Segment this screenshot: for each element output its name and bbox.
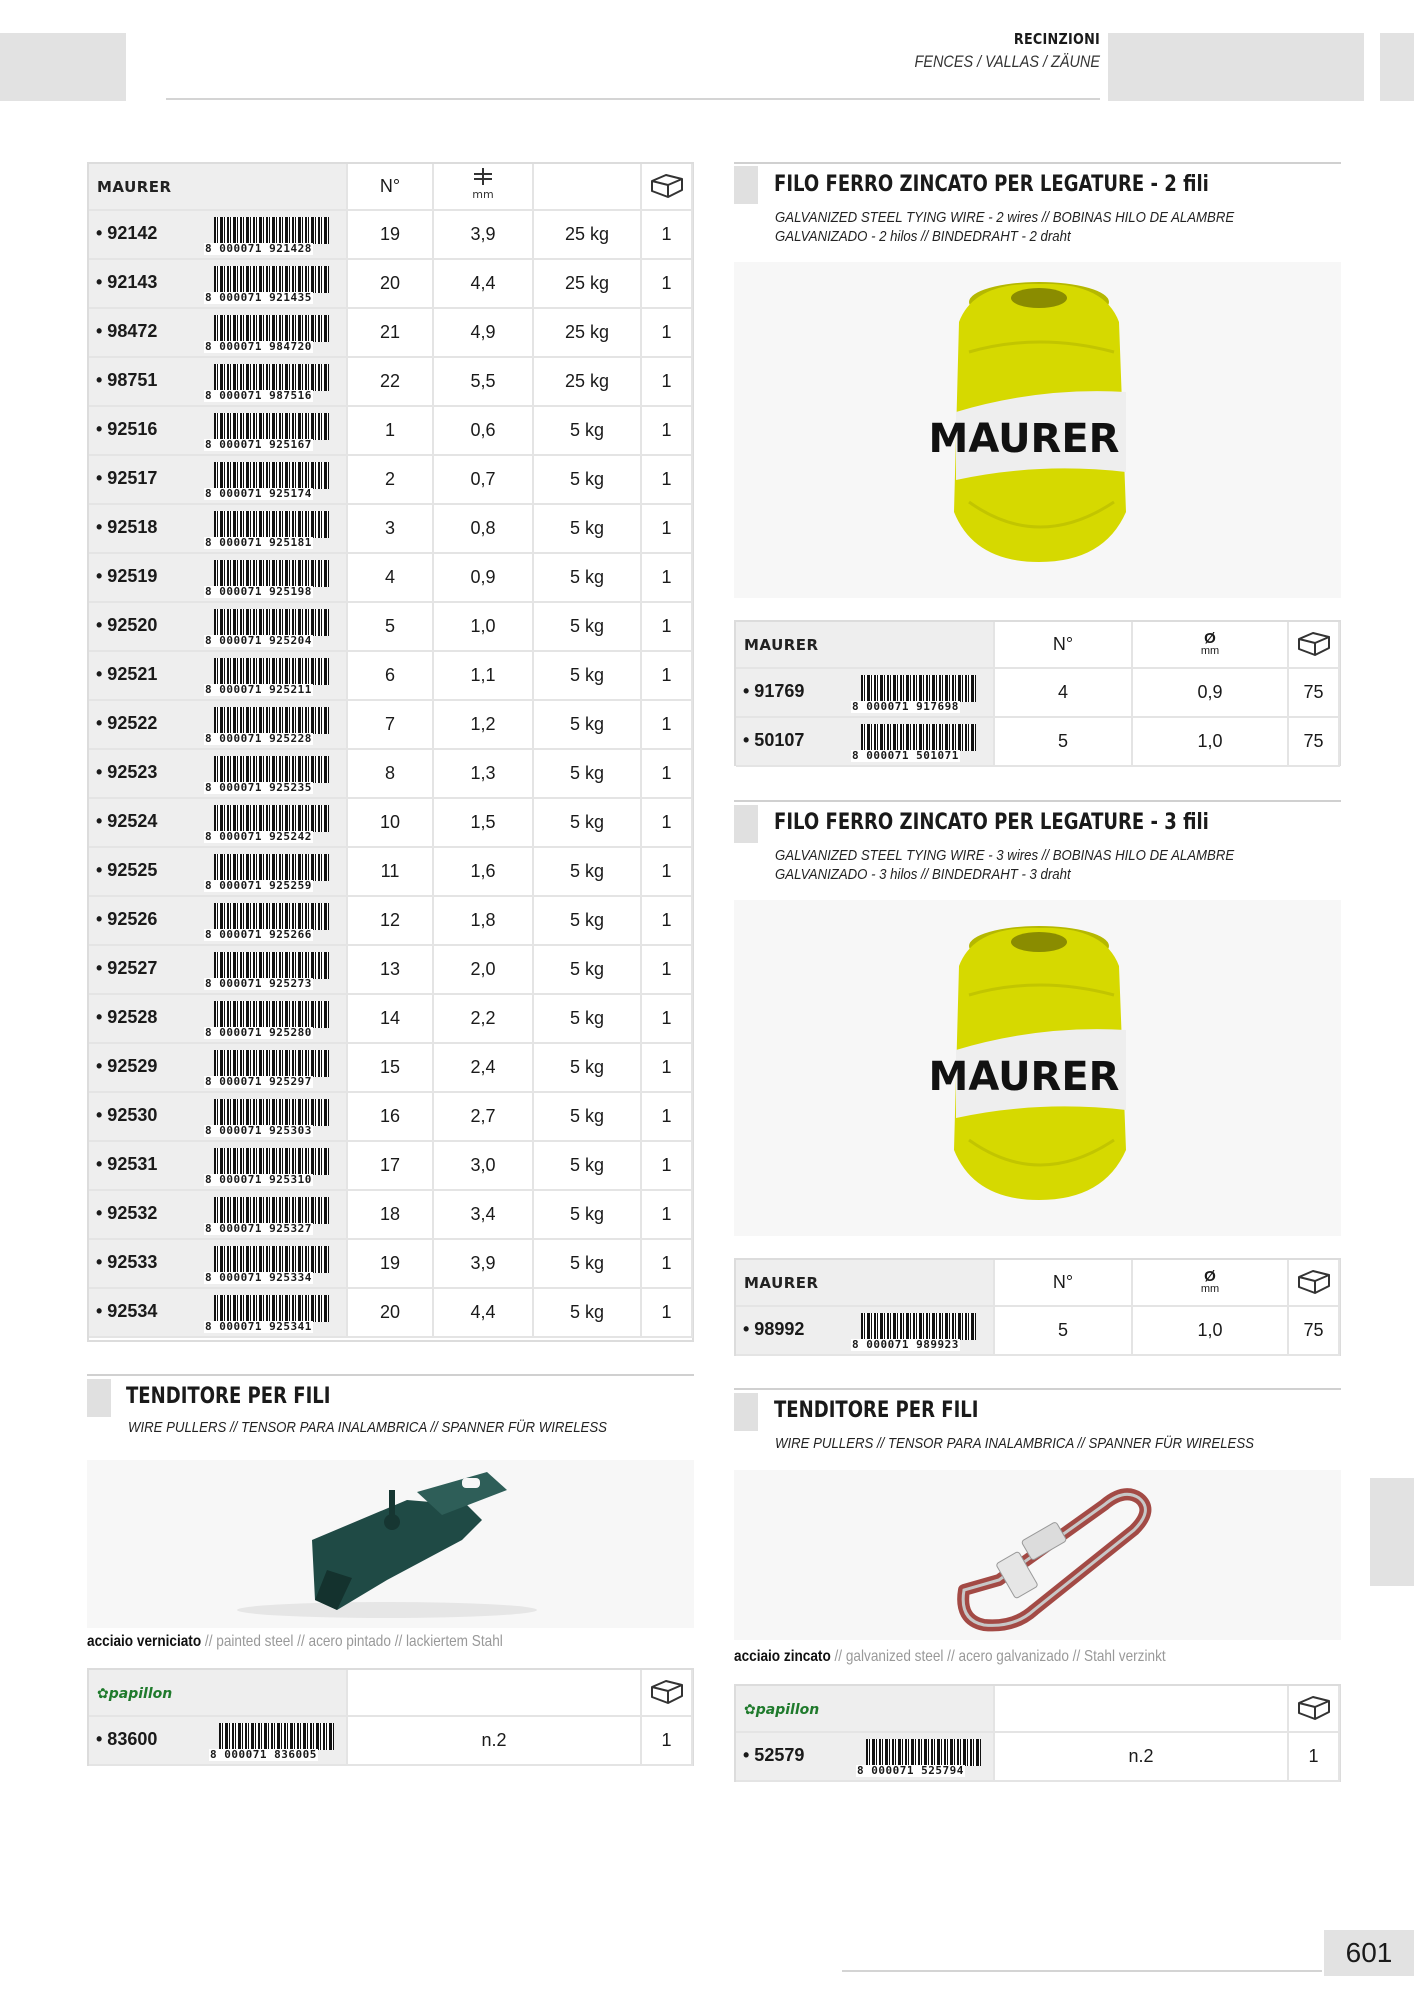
pack-qty: 1	[641, 1190, 692, 1239]
pack-qty: 1	[641, 406, 692, 455]
barcode: 8 000071 987516	[204, 362, 332, 402]
table-row	[89, 945, 692, 994]
product-code: • 92526	[96, 909, 158, 930]
table-row	[89, 308, 692, 357]
product-code: • 52579	[743, 1745, 805, 1766]
page-title: RECINZIONI	[1013, 30, 1100, 48]
barcode: 8 000071 925341	[204, 1293, 332, 1333]
product-code: • 92519	[96, 566, 158, 587]
spool-logo: MAURER	[928, 416, 1120, 462]
product-code: • 92520	[96, 615, 158, 636]
pack-qty: 1	[1288, 1732, 1339, 1781]
barcode: 8 000071 984720	[204, 313, 332, 353]
wire-diameter: 3,9	[433, 1239, 533, 1288]
table-row	[89, 700, 692, 749]
section-rule	[734, 1388, 1341, 1390]
barcode: 8 000071 925174	[204, 460, 332, 500]
tensioner-left-table-frame	[87, 1668, 694, 1766]
brand-logo-maurer: MAURER	[744, 1274, 819, 1292]
pack-qty: 1	[641, 651, 692, 700]
table-row	[89, 1141, 692, 1190]
wire-diameter: 2,7	[433, 1092, 533, 1141]
weight: 5 kg	[533, 945, 641, 994]
barcode: 8 000071 925242	[204, 803, 332, 843]
diameter-icon: Ø mm	[1132, 622, 1288, 668]
barcode: 8 000071 989923	[851, 1311, 979, 1351]
weight: 5 kg	[533, 1190, 641, 1239]
product-code: • 92143	[96, 272, 158, 293]
wire-diameter: 3,4	[433, 1190, 533, 1239]
tensioner-left-material: acciaio verniciato // painted steel // acero pintado // lackiertem Stahl	[87, 1633, 503, 1650]
product-code: • 83600	[96, 1729, 158, 1750]
col-header-mm: mm	[472, 188, 494, 201]
table-row	[89, 847, 692, 896]
pack-qty: 1	[641, 553, 692, 602]
table-row	[89, 651, 692, 700]
wire-number: 4	[347, 553, 433, 602]
table-row	[89, 896, 692, 945]
wire-diameter: 1,8	[433, 896, 533, 945]
pack-qty: 75	[1288, 1306, 1339, 1355]
weight: 5 kg	[533, 749, 641, 798]
section-marker	[734, 805, 758, 843]
wire-diameter: 4,4	[433, 259, 533, 308]
box-icon	[1295, 1691, 1333, 1721]
box-icon	[648, 1675, 686, 1705]
wire2-spool-image	[734, 262, 1341, 598]
wire-diameter: 1,6	[433, 847, 533, 896]
barcode: 8 000071 921428	[204, 215, 332, 255]
section-marker	[734, 1393, 758, 1431]
pack-qty: 1	[641, 1092, 692, 1141]
wire-diameter: 1,0	[433, 602, 533, 651]
product-code: • 92534	[96, 1301, 158, 1322]
pack-qty: 1	[641, 994, 692, 1043]
tensioner-right-title: TENDITORE PER FILI	[774, 1398, 979, 1423]
wire-icon	[463, 165, 503, 203]
wire-diameter: 0,9	[1132, 668, 1288, 717]
pack-qty: 1	[641, 210, 692, 259]
quantity-label: n.2	[994, 1732, 1288, 1781]
weight: 25 kg	[533, 357, 641, 406]
weight: 5 kg	[533, 406, 641, 455]
box-icon	[1295, 1265, 1333, 1295]
pack-qty: 1	[641, 1043, 692, 1092]
weight: 5 kg	[533, 1239, 641, 1288]
wire3-title: FILO FERRO ZINCATO PER LEGATURE - 3 fili	[774, 810, 1209, 835]
wire-diameter: 1,0	[1132, 717, 1288, 766]
pack-qty: 1	[641, 1716, 692, 1765]
table-row	[89, 455, 692, 504]
section-rule	[734, 162, 1341, 164]
col-header-number: N°	[994, 622, 1132, 668]
table-row	[89, 994, 692, 1043]
wire-number: 19	[347, 1239, 433, 1288]
table-row	[89, 504, 692, 553]
product-code: • 92516	[96, 419, 158, 440]
tensioner-right-material: acciaio zincato // galvanized steel // acero galvanizado // Stahl verzinkt	[734, 1648, 1166, 1665]
wire-number: 18	[347, 1190, 433, 1239]
left-product-table	[89, 164, 693, 1338]
col-header-number: N°	[994, 1260, 1132, 1306]
tensioner-left-image	[87, 1460, 694, 1628]
product-code: • 91769	[743, 681, 805, 702]
weight: 25 kg	[533, 210, 641, 259]
footer-rule	[842, 1970, 1322, 1972]
wire-number: 10	[347, 798, 433, 847]
product-code: • 92524	[96, 811, 158, 832]
wire-diameter: 2,4	[433, 1043, 533, 1092]
weight: 5 kg	[533, 1092, 641, 1141]
section-marker	[87, 1379, 111, 1417]
wire3-table	[736, 1260, 1340, 1356]
wire-diameter: 3,0	[433, 1141, 533, 1190]
wire-diameter: 1,5	[433, 798, 533, 847]
barcode: 8 000071 925259	[204, 852, 332, 892]
wire-diameter: 3,9	[433, 210, 533, 259]
barcode: 8 000071 917698	[851, 673, 979, 713]
section-rule	[87, 1374, 694, 1376]
brand-logo-papillon: ✿papillon	[97, 1686, 173, 1702]
box-icon	[1295, 627, 1333, 657]
table-row	[89, 357, 692, 406]
barcode: 8 000071 836005	[209, 1721, 337, 1761]
wire3-subtitle: GALVANIZED STEEL TYING WIRE - 3 wires // BOBINAS HILO DE ALAMBRE GALVANIZADO - 3 hilos // BINDEDRAHT - 3 draht	[775, 847, 1235, 883]
product-code: • 92518	[96, 517, 158, 538]
pack-qty: 1	[641, 1288, 692, 1337]
tensioner-right-image	[734, 1470, 1341, 1640]
product-code: • 92521	[96, 664, 158, 685]
pack-qty: 1	[641, 700, 692, 749]
wire-diameter: 0,8	[433, 504, 533, 553]
wire-number: 5	[994, 717, 1132, 766]
pack-qty: 1	[641, 945, 692, 994]
section-marker	[734, 166, 758, 204]
wire-number: 14	[347, 994, 433, 1043]
tensioner-left-subtitle: WIRE PULLERS // TENSOR PARA INALAMBRICA // SPANNER FÜR WIRELESS	[128, 1419, 607, 1436]
tensioner-left-title: TENDITORE PER FILI	[126, 1384, 331, 1409]
table-row	[89, 1239, 692, 1288]
wire-diameter: 0,7	[433, 455, 533, 504]
wire-diameter: 0,9	[433, 553, 533, 602]
weight: 5 kg	[533, 553, 641, 602]
side-tab	[1370, 1478, 1414, 1586]
wire-diameter: 5,5	[433, 357, 533, 406]
table-row	[89, 749, 692, 798]
weight: 25 kg	[533, 259, 641, 308]
barcode: 8 000071 925211	[204, 656, 332, 696]
wire-number: 15	[347, 1043, 433, 1092]
tensioner-right-subtitle: WIRE PULLERS // TENSOR PARA INALAMBRICA // SPANNER FÜR WIRELESS	[775, 1435, 1254, 1452]
box-icon	[648, 169, 686, 199]
wire-number: 20	[347, 1288, 433, 1337]
table-row	[89, 1288, 692, 1337]
page-subtitle: FENCES / VALLAS / ZÄUNE	[914, 52, 1100, 71]
table-row	[736, 1306, 1339, 1355]
product-code: • 92531	[96, 1154, 158, 1175]
barcode: 8 000071 925334	[204, 1244, 332, 1284]
wire3-spool-image	[734, 900, 1341, 1236]
wire-diameter: 2,0	[433, 945, 533, 994]
wire-number: 16	[347, 1092, 433, 1141]
wire-number: 5	[994, 1306, 1132, 1355]
barcode: 8 000071 925273	[204, 950, 332, 990]
wire-number: 20	[347, 259, 433, 308]
product-code: • 92522	[96, 713, 158, 734]
wire-number: 11	[347, 847, 433, 896]
header-tab-left	[0, 33, 126, 101]
tensioner-right-table	[736, 1686, 1340, 1782]
table-row	[736, 1732, 1339, 1781]
wire-diameter: 4,9	[433, 308, 533, 357]
product-code: • 98751	[96, 370, 158, 391]
barcode: 8 000071 925198	[204, 558, 332, 598]
table-row	[89, 1092, 692, 1141]
brand-logo-maurer: MAURER	[97, 178, 172, 196]
wire-number: 21	[347, 308, 433, 357]
wire-diameter: 4,4	[433, 1288, 533, 1337]
product-code: • 92142	[96, 223, 158, 244]
wire-diameter: 1,2	[433, 700, 533, 749]
wire2-table	[736, 622, 1340, 767]
product-code: • 92530	[96, 1105, 158, 1126]
wire2-subtitle: GALVANIZED STEEL TYING WIRE - 2 wires // BOBINAS HILO DE ALAMBRE GALVANIZADO - 2 hilos // BINDEDRAHT - 2 draht	[775, 209, 1235, 245]
tensioner-right-table-frame	[734, 1684, 1341, 1782]
table-row	[89, 1043, 692, 1092]
product-code: • 92528	[96, 1007, 158, 1028]
header-tab-right	[1108, 33, 1364, 101]
header-tab-edge	[1380, 33, 1414, 101]
pack-qty: 75	[1288, 717, 1339, 766]
weight: 5 kg	[533, 651, 641, 700]
product-code: • 98472	[96, 321, 158, 342]
barcode: 8 000071 925204	[204, 607, 332, 647]
table-row	[736, 717, 1339, 766]
brand-logo-papillon: ✿papillon	[744, 1702, 820, 1718]
barcode: 8 000071 921435	[204, 264, 332, 304]
weight: 5 kg	[533, 896, 641, 945]
barcode: 8 000071 925280	[204, 999, 332, 1039]
pack-qty: 1	[641, 847, 692, 896]
pack-qty: 1	[641, 504, 692, 553]
table-row	[736, 668, 1339, 717]
wire-number: 22	[347, 357, 433, 406]
weight: 5 kg	[533, 455, 641, 504]
section-rule	[734, 800, 1341, 802]
wire-diameter: 1,1	[433, 651, 533, 700]
product-code: • 92527	[96, 958, 158, 979]
barcode: 8 000071 925181	[204, 509, 332, 549]
spool-logo: MAURER	[928, 1054, 1120, 1100]
pack-qty: 75	[1288, 668, 1339, 717]
table-row	[89, 798, 692, 847]
wire-number: 12	[347, 896, 433, 945]
wire-number: 19	[347, 210, 433, 259]
weight: 5 kg	[533, 847, 641, 896]
weight: 25 kg	[533, 308, 641, 357]
barcode: 8 000071 925235	[204, 754, 332, 794]
product-code: • 98992	[743, 1319, 805, 1340]
wire2-title: FILO FERRO ZINCATO PER LEGATURE - 2 fili	[774, 172, 1209, 197]
pack-qty: 1	[641, 1141, 692, 1190]
quantity-label: n.2	[347, 1716, 641, 1765]
wire-diameter: 2,2	[433, 994, 533, 1043]
header-rule	[166, 98, 1100, 100]
wire-number: 5	[347, 602, 433, 651]
barcode: 8 000071 925167	[204, 411, 332, 451]
pack-qty: 1	[641, 602, 692, 651]
barcode: 8 000071 525794	[856, 1737, 984, 1777]
weight: 5 kg	[533, 1043, 641, 1092]
product-code: • 92532	[96, 1203, 158, 1224]
left-product-table-frame	[87, 162, 694, 1342]
table-row	[89, 259, 692, 308]
wire-diameter: 0,6	[433, 406, 533, 455]
barcode: 8 000071 925266	[204, 901, 332, 941]
wire-number: 8	[347, 749, 433, 798]
wire-number: 4	[994, 668, 1132, 717]
table-row	[89, 602, 692, 651]
weight: 5 kg	[533, 700, 641, 749]
wire-number: 2	[347, 455, 433, 504]
weight: 5 kg	[533, 602, 641, 651]
table-row	[89, 1190, 692, 1239]
barcode: 8 000071 925228	[204, 705, 332, 745]
wire-number: 3	[347, 504, 433, 553]
wire-number: 17	[347, 1141, 433, 1190]
pack-qty: 1	[641, 1239, 692, 1288]
product-code: • 92523	[96, 762, 158, 783]
wire-number: 7	[347, 700, 433, 749]
product-code: • 92529	[96, 1056, 158, 1077]
barcode: 8 000071 925310	[204, 1146, 332, 1186]
wire-diameter: 1,3	[433, 749, 533, 798]
wire-number: 13	[347, 945, 433, 994]
page-number: 601	[1324, 1930, 1414, 1976]
barcode: 8 000071 501071	[851, 722, 979, 762]
weight: 5 kg	[533, 504, 641, 553]
brand-logo-maurer: MAURER	[744, 636, 819, 654]
pack-qty: 1	[641, 798, 692, 847]
pack-qty: 1	[641, 455, 692, 504]
barcode: 8 000071 925327	[204, 1195, 332, 1235]
col-header-number: N°	[347, 164, 433, 210]
diameter-icon: Ø mm	[1132, 1260, 1288, 1306]
wire3-table-frame	[734, 1258, 1341, 1356]
product-code: • 92525	[96, 860, 158, 881]
pack-qty: 1	[641, 896, 692, 945]
table-row	[89, 210, 692, 259]
pack-qty: 1	[641, 259, 692, 308]
weight: 5 kg	[533, 994, 641, 1043]
barcode: 8 000071 925297	[204, 1048, 332, 1088]
wire-number: 1	[347, 406, 433, 455]
barcode: 8 000071 925303	[204, 1097, 332, 1137]
table-row	[89, 553, 692, 602]
weight: 5 kg	[533, 798, 641, 847]
product-code: • 92517	[96, 468, 158, 489]
pack-qty: 1	[641, 308, 692, 357]
table-row	[89, 1716, 692, 1765]
tensioner-left-table	[89, 1670, 693, 1766]
weight: 5 kg	[533, 1288, 641, 1337]
wire-number: 6	[347, 651, 433, 700]
table-row	[89, 406, 692, 455]
product-code: • 50107	[743, 730, 805, 751]
weight: 5 kg	[533, 1141, 641, 1190]
pack-qty: 1	[641, 357, 692, 406]
wire2-table-frame	[734, 620, 1341, 766]
pack-qty: 1	[641, 749, 692, 798]
wire-diameter: 1,0	[1132, 1306, 1288, 1355]
product-code: • 92533	[96, 1252, 158, 1273]
